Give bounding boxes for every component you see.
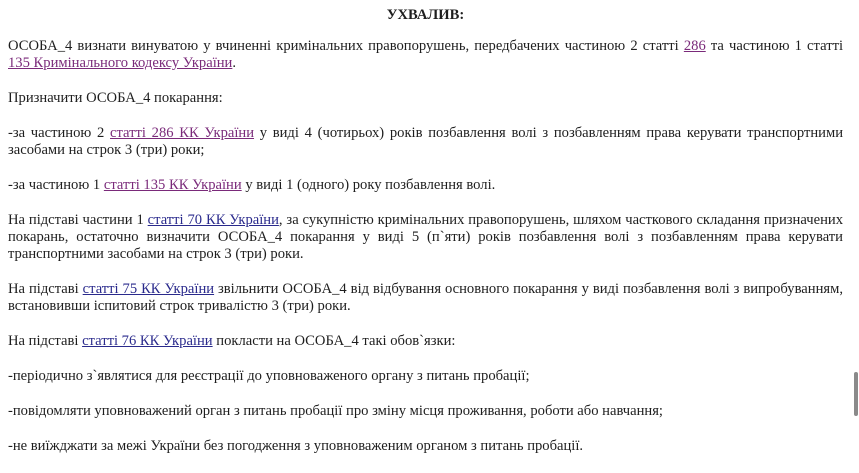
verdict-text-3: . (232, 55, 237, 71)
link-article-286-cc[interactable]: статті 286 КК України (110, 125, 255, 141)
aggregate-punishment (8, 212, 843, 263)
obligation-no-travel: -не виїжджати за межі України без погодження з уповноваженим органом з питань пробації. (8, 438, 584, 454)
punishment-article-286 (8, 125, 843, 159)
link-article-135-criminal-code[interactable]: 135 Кримінального кодексу України (8, 55, 233, 71)
link-article-135-cc[interactable]: статті 135 КК України (103, 177, 242, 193)
obligations-text-1: На підставі (8, 333, 83, 349)
decision-heading: УХВАЛИВ: (386, 7, 465, 23)
scrollbar-thumb[interactable] (854, 372, 858, 416)
punishment-article-135 (8, 177, 843, 194)
verdict-text-1: ОСОБА_4 визнати винуватою у вчиненні кримінальних правопорушень, передбачених частиною 2 статті (8, 38, 684, 54)
obligation-notify: -повідомляти уповноважений орган з питань пробації про зміну місця проживання, роботи або навчання; (8, 403, 663, 419)
punishment-135-text-2: у виді 1 (одного) року позбавлення волі. (241, 177, 496, 193)
probation-release (8, 281, 843, 315)
punishment-286-text-2: у виді 4 (чотирьох) років позбавлення волі з позбавленням права керувати транспортними засобами на строк 3 (три) роки; (8, 125, 844, 158)
probation-text-2: звільнити ОСОБА_4 від відбування основного покарання у виді позбавлення волі з випробуванням, встановивши іспитовий строк тривалістю 3 (три) роки. (8, 281, 843, 314)
link-article-75-cc[interactable]: статті 75 КК України (82, 281, 215, 297)
verdict-paragraph (8, 38, 843, 72)
punishment-intro: Призначити ОСОБА_4 покарання: (8, 90, 223, 106)
scrollbar-track[interactable] (853, 0, 859, 416)
obligation-registration: -періодично з`являтися для реєстрації до уповноваженого органу з питань пробації; (8, 368, 530, 384)
link-article-286[interactable]: 286 (683, 38, 706, 54)
aggregate-text-1: На підставі частини 1 (8, 212, 148, 228)
punishment-286-text-1: -за частиною 2 (8, 125, 111, 141)
link-article-76-cc[interactable]: статті 76 КК України (82, 333, 213, 349)
link-article-70-cc[interactable]: статті 70 КК України (147, 212, 279, 228)
verdict-text-2: та частиною 1 статті (705, 38, 844, 54)
obligations-intro (8, 333, 843, 350)
aggregate-text-2: , за сукупністю кримінальних правопорушень, шляхом часткового складання призначених покарань, остаточно визначити ОСОБА_4 покарання у виді 5 (п`яти) років позбавлення волі з позбавленням права керувати транспортними засобами на строк 3 (три) роки. (8, 212, 843, 262)
punishment-135-text-1: -за частиною 1 (8, 177, 104, 193)
probation-text-1: На підставі (8, 281, 83, 297)
document-body (8, 6, 843, 473)
obligations-text-2: покласти на ОСОБА_4 такі обов`язки: (212, 333, 456, 349)
